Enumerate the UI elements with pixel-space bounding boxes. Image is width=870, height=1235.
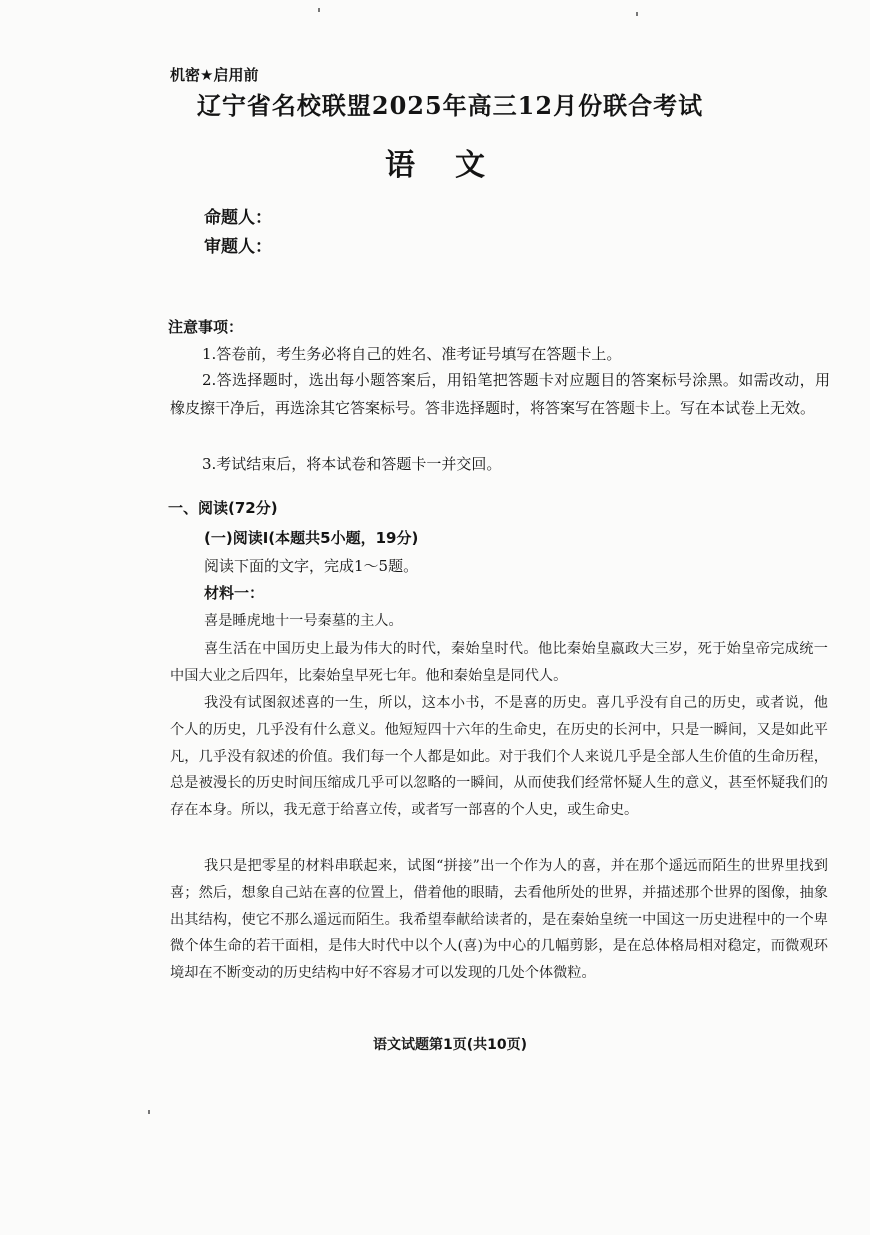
- subsection-heading: (一)阅读Ⅰ(本题共5小题，19分): [204, 529, 419, 547]
- question-setter-label: 命题人：: [204, 208, 272, 228]
- subject-title: 语文: [385, 148, 525, 183]
- scan-speck: [148, 1110, 150, 1114]
- exam-title: 辽宁省名校联盟2025年高三12月份联合考试: [196, 91, 704, 120]
- reading-paragraph-3: 我没有试图叙述喜的一生，所以，这本小书，不是喜的历史。喜几乎没有自己的历史，或者说，他个人的历史，几乎没有什么意义。他短短四十六年的生命史，在历史的长河中，只是一瞬间，又是如此平凡，几乎没有叙述的价值。我们每一个人都是如此。对于我们个人来说几乎是全部人生价值的生命历程，总是被漫长的历史时间压缩成几乎可以忽略的一瞬间，从而使我们经常怀疑人生的意义，甚至怀疑我们的存在本身。所以，我无意于给喜立传，或者写一部喜的个人史，或生命史。: [170, 695, 828, 819]
- notice-item-1: 1.答卷前，考生务必将自己的姓名、准考证号填写在答题卡上。: [202, 345, 622, 363]
- reading-paragraph-2: 喜生活在中国历史上最为伟大的时代，秦始皇时代。他比秦始皇嬴政大三岁，死于始皇帝完成统一中国大业之后四年，比秦始皇早死七年。他和秦始皇是同代人。: [170, 641, 828, 684]
- scan-speck: [318, 8, 320, 12]
- reviewer-label: 审题人：: [204, 237, 272, 257]
- page-footer: 语文试题第1页(共10页): [372, 1037, 528, 1053]
- scan-speck: [636, 12, 638, 16]
- section-heading: 一、阅读(72分): [168, 499, 278, 517]
- instruction-text: 阅读下面的文字，完成1～5题。: [204, 557, 419, 575]
- material-label: 材料一：: [204, 584, 265, 602]
- notice-item-2: 2.答选择题时，选出每小题答案后，用铅笔把答题卡对应题目的答案标号涂黑。如需改动，用橡皮擦干净后，再选涂其它答案标号。答非选择题时，将答案写在答题卡上。写在本试卷上无效。: [170, 371, 830, 417]
- notice-heading: 注意事项：: [168, 318, 244, 336]
- reading-paragraph-1: 喜是睡虎地十一号秦墓的主人。: [204, 613, 403, 629]
- reading-paragraph-4: 我只是把零星的材料串联起来，试图“拼接”出一个作为人的喜，并在那个遥远而陌生的世界里找到喜；然后，想象自己站在喜的位置上，借着他的眼睛，去看他所处的世界，并描述那个世界的图像，抽象出其结构，使它不那么遥远而陌生。我希望奉献给读者的，是在秦始皇统一中国这一历史进程中的一个卑微个体生命的若干面相，是伟大时代中以个人(喜)为中心的几幅剪影，是在总体格局相对稳定，而微观环境却在不断变动的历史结构中好不容易才可以发现的几处个体微粒。: [170, 858, 828, 982]
- confidential-label: 机密★启用前: [170, 66, 259, 84]
- notice-item-3: 3.考试结束后，将本试卷和答题卡一并交回。: [202, 455, 502, 473]
